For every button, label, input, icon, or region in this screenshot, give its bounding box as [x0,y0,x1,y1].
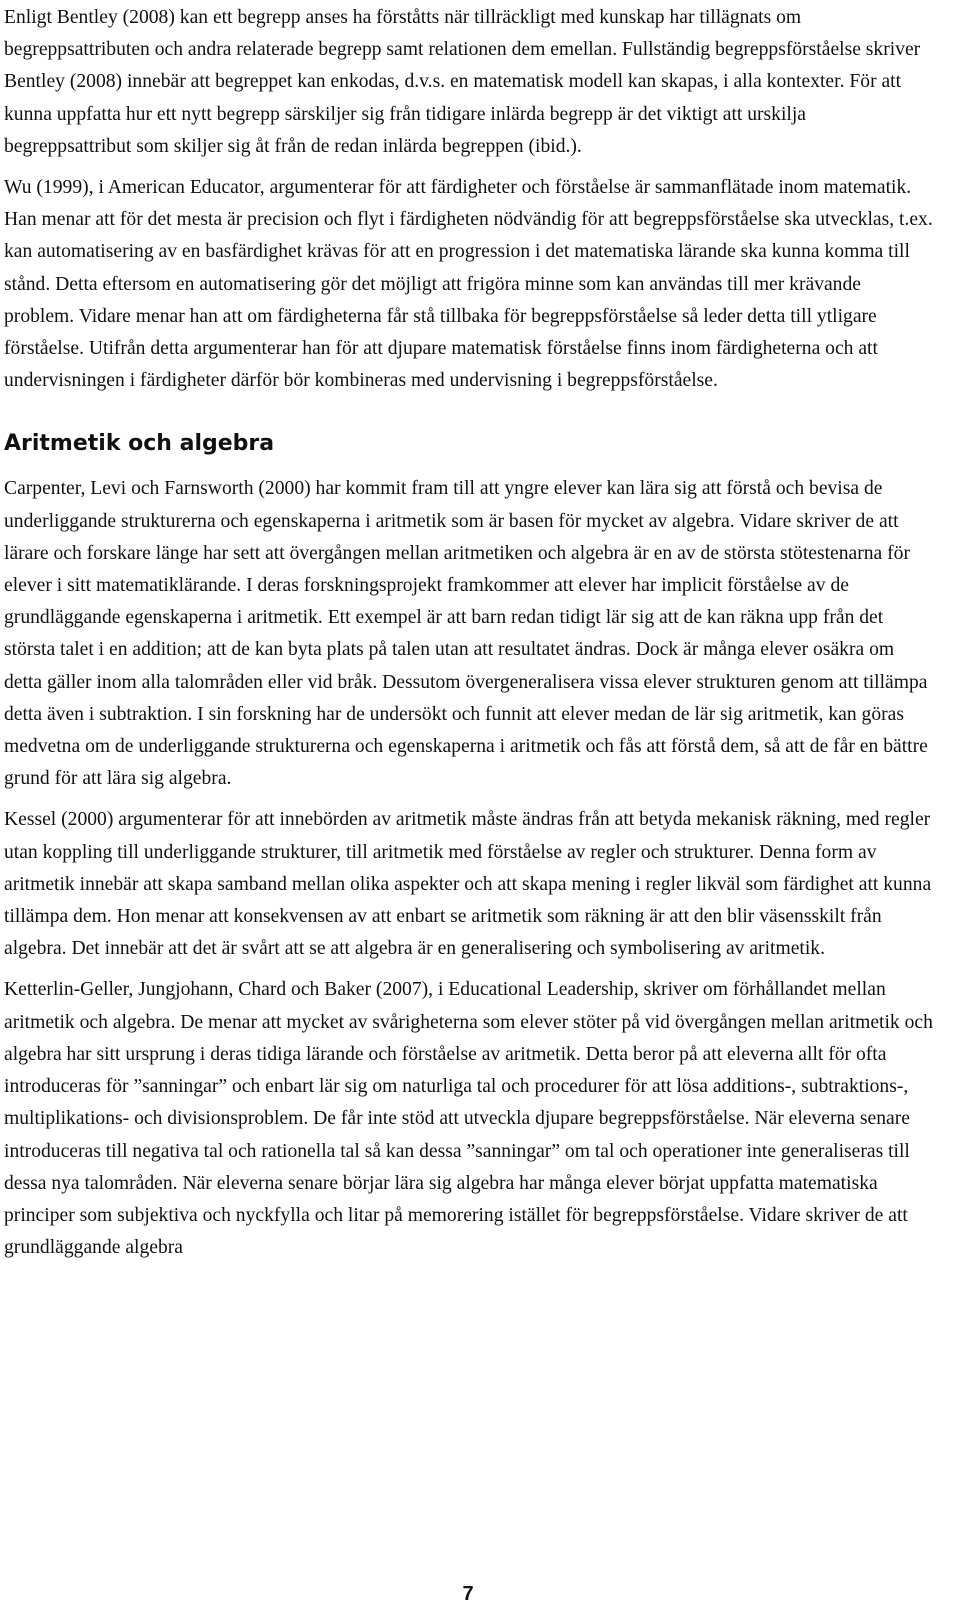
paragraph-kessel: Kessel (2000) argumenterar för att innebörden av aritmetik måste ändras från att betyda mekanisk räkning, med regler utan koppling till underliggande strukturer, till aritmetik med förståelse av regler och strukturer. Denna form av aritmetik innebär att skapa samband mellan olika aspekter och att skapa mening i regler likväl som färdighet att kunna tillämpa dem. Hon menar att konsekvensen av att enbart se aritmetik som räkning är att den blir väsensskilt från algebra. Det innebär att det är svårt att se att algebra är en generalisering och symbolisering av aritmetik. [4,809,932,960]
paragraph-bentley: Enligt Bentley (2008) kan ett begrepp anses ha förståtts när tillräckligt med kunskap har tillägnats om begreppsattributen och andra relaterade begrepp samt relationen dem emellan. Fullständig begreppsförståelse skriver Bentley (2008) innebär att begreppet kan enkodas, d.v.s. en matematisk modell kan skapas, i alla kontexter. För att kunna uppfatta hur ett nytt begrepp särskiljer sig från tidigare inlärda begrepp är det viktigt att urskilja begreppsattribut som skiljer sig åt från de redan inlärda begreppen (ibid.). [4,7,921,157]
section-heading: Aritmetik och algebra [4,431,275,457]
paragraph-carpenter: Carpenter, Levi och Farnsworth (2000) har kommit fram till att yngre elever kan lära sig att förstå och bevisa de underliggande strukturerna och egenskaperna i aritmetik som är basen för mycket av algebra. Vidare skriver de att lärare och forskare länge har sett att övergången mellan aritmetiken och algebra är en av de största stötestenarna för elever i sitt matematiklärande. I deras forskningsprojekt framkommer att elever har implicit förståelse av de grundläggande egenskaperna i aritmetik. Ett exempel är att barn redan tidigt lär sig att de kan räkna upp från det största talet i en addition; att de kan byta plats på talen utan att resultatet ändras. Dock är många elever osäkra om detta gäller inom alla talområden eller vid bråk. Dessutom övergeneralisera vissa elever strukturen genom att tillämpa detta även i subtraktion. I sin forskning har de undersökt och funnit att elever medan de lär sig aritmetik, kan göras medvetna om de underliggande strukturerna och egenskaperna i aritmetik och fås att förstå dem, så att de får en bättre grund för att lära sig algebra. [4,478,928,790]
paragraph-ketterlin-geller: Ketterlin-Geller, Jungjohann, Chard och Baker (2007), i Educational Leadership, skriver om förhållandet mellan aritmetik och algebra. De menar att mycket av svårigheterna som elever stöter på vid övergången mellan aritmetik och algebra har sitt ursprung i deras tidiga lärande och förståelse av aritmetik. Detta beror på att eleverna allt för ofta introduceras för ”sanningar” och enbart lär sig om naturliga tal och procedurer för att lösa additions-, subtraktions-, multiplikations- och divisionsproblem. De får inte stöd att utveckla djupare begreppsförståelse. När eleverna senare introduceras till negativa tal och rationella tal så kan dessa ”sanningar” om tal och operationer inte generaliseras till dessa nya talområden. När eleverna senare börjar lära sig algebra har många elever börjat uppfatta matematiska principer som subjektiva och nyckfylla och litar på memorering istället för begreppsförståelse. Vidare skriver de att grundläggande algebra [4,979,933,1259]
paragraph-wu: Wu (1999), i American Educator, argumenterar för att färdigheter och förståelse är sammanflätade inom matematik. Han menar att för det mesta är precision och flyt i färdigheten nödvändig för att begreppsförståelse ska utvecklas, t.ex. kan automatisering av en basfärdighet krävas för att en progression i det matematiska lärande ska kunna komma till stånd. Detta eftersom en automatisering gör det möjligt att frigöra minne som kan användas till mer krävande problem. Vidare menar han att om färdigheterna får stå tillbaka för begreppsförståelse så leder detta till ytligare förståelse. Utifrån detta argumenterar han för att djupare matematisk förståelse finns inom färdigheterna och att undervisningen i färdigheter därför bör kombineras med undervisning i begreppsförståelse. [4,177,933,392]
page-number: 7 [462,1583,474,1605]
